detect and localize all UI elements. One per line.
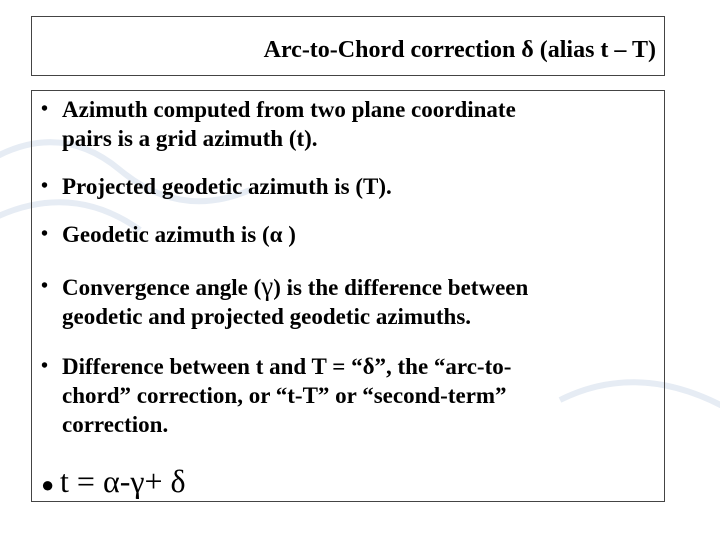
- slide-title: Arc-to-Chord correction δ (alias t – T): [263, 37, 656, 63]
- bullet-line: correction.: [62, 412, 169, 437]
- gamma-symbol: γ: [261, 271, 274, 301]
- bullet-line: Difference between t and T = “δ”, the “arc-to-: [62, 354, 512, 379]
- bullet-line: pairs is a grid azimuth (t).: [62, 126, 318, 151]
- title-box: [31, 16, 665, 76]
- bullet-text: [62, 352, 662, 439]
- bullet-line: geodetic and projected geodetic azimuths.: [62, 304, 472, 329]
- bullet-marker: •: [41, 223, 49, 245]
- bullet-marker: •: [41, 275, 49, 297]
- formula-marker: ●: [41, 472, 55, 497]
- bullet-marker: •: [41, 98, 49, 120]
- bullet-text: [62, 172, 662, 201]
- bullet-text: [62, 272, 662, 331]
- bullet-line: Geodetic azimuth is (α ): [62, 222, 296, 247]
- bullet-marker: •: [41, 175, 49, 197]
- bullet-text: [62, 220, 662, 249]
- bullet-line: chord” correction, or “t-T” or “second-term”: [62, 383, 507, 408]
- bullet-line-pre: Convergence angle (: [62, 275, 262, 300]
- bullet-marker: •: [41, 355, 49, 377]
- bullet-text: [62, 95, 662, 153]
- bullet-line: Projected geodetic azimuth is (T).: [62, 174, 392, 199]
- bullet-line: Azimuth computed from two plane coordinate: [62, 97, 516, 122]
- bullet-line-post: ) is the difference between: [273, 275, 529, 300]
- formula-text: t = α-γ+ δ: [60, 463, 186, 499]
- content-box: [31, 90, 665, 502]
